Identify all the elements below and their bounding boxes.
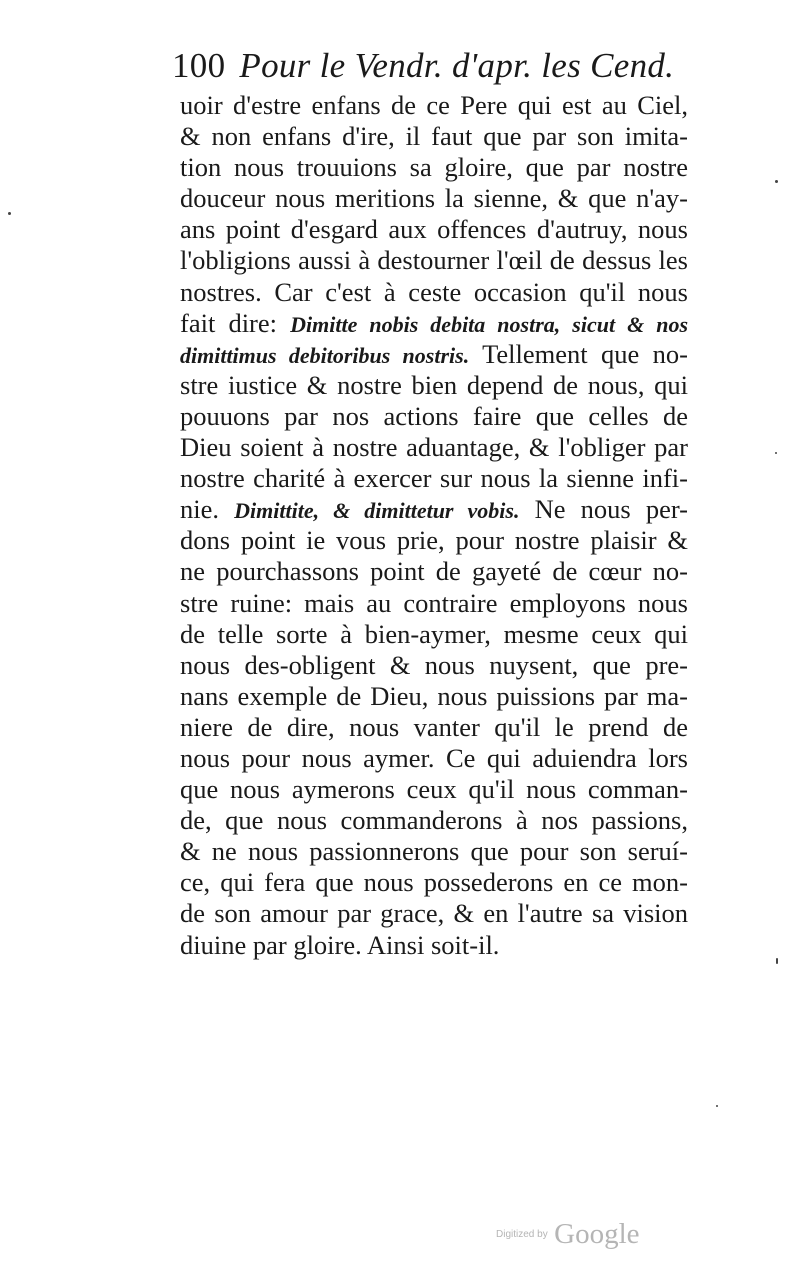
text-line	[180, 805, 688, 836]
running-header	[172, 46, 675, 86]
text-line	[180, 494, 688, 525]
text-line	[180, 867, 688, 898]
text-segment: stre ruine: mais au contraire employons nous	[180, 587, 688, 618]
text-line	[180, 308, 688, 339]
text-line	[180, 588, 688, 619]
text-segment: Dieu soient à nostre aduantage, & l'obliger par	[180, 432, 688, 463]
digitized-by-google-watermark	[496, 1218, 640, 1251]
scan-speck	[775, 180, 778, 183]
text-line	[180, 930, 688, 961]
text-segment: niere de dire, nous vanter qu'il le prend de	[180, 711, 688, 742]
text-segment: ne pourchassons point de gayeté de cœur no-	[180, 556, 688, 587]
text-line	[180, 183, 688, 214]
text-segment: de, que nous commanderons à nos passions,	[180, 805, 688, 836]
text-line	[180, 432, 688, 463]
text-line	[180, 401, 688, 432]
text-segment: nans exemple de Dieu, nous puissions par ma-	[180, 680, 688, 711]
body-text	[180, 90, 688, 961]
scan-speck	[8, 212, 11, 215]
latin-quotation: dimittimus debitoribus nostris.	[180, 342, 470, 368]
text-segment: ans point d'esgard aux offences d'autruy, nous	[180, 214, 688, 245]
text-segment: ce, qui fera que nous possederons en ce mon-	[180, 867, 688, 898]
google-logo: Google	[554, 1218, 640, 1250]
running-title: Pour le Vendr. d'apr. les Cend.	[239, 46, 675, 85]
text-segment: Tellement que no-	[469, 338, 688, 369]
text-line	[180, 743, 688, 774]
text-segment: stre iustice & nostre bien depend de nous, qui	[180, 369, 688, 400]
text-line	[180, 214, 688, 245]
text-segment: nous des-obligent & nous nuysent, que pre-	[180, 649, 688, 680]
text-line	[180, 556, 688, 587]
text-line	[180, 152, 688, 183]
text-segment: pouuons par nos actions faire que celles de	[180, 400, 688, 431]
scan-speck	[776, 958, 778, 964]
text-segment: & non enfans d'ire, il faut que par son imita-	[180, 121, 688, 152]
text-line	[180, 525, 688, 556]
text-line	[180, 90, 688, 121]
text-line	[180, 619, 688, 650]
text-segment: tion nous trouuions sa gloire, que par nostre	[180, 152, 688, 183]
text-segment: nostre charité à exercer sur nous la sienne infi-	[180, 463, 688, 494]
text-segment: que nous aymerons ceux qu'il nous comman-	[180, 774, 688, 805]
text-segment: de son amour par grace, & en l'autre sa vision	[180, 898, 688, 929]
text-segment: de telle sorte à bien-aymer, mesme ceux qui	[180, 618, 688, 649]
text-line	[180, 681, 688, 712]
watermark-prefix: Digitized by	[496, 1229, 548, 1240]
latin-quotation: Dimitte nobis debita nostra, sicut & nos	[290, 311, 689, 337]
text-line	[180, 898, 688, 929]
text-line	[180, 463, 688, 494]
text-line	[180, 245, 688, 276]
text-line	[180, 712, 688, 743]
text-segment: nie.	[180, 494, 235, 525]
scan-speck	[716, 1105, 718, 1107]
text-line	[180, 121, 688, 152]
text-segment: Ne nous per-	[519, 494, 689, 525]
latin-quotation: Dimittite, & dimittetur vobis.	[234, 498, 520, 524]
text-line	[180, 774, 688, 805]
text-line	[180, 836, 688, 867]
text-segment: uoir d'estre enfans de ce Pere qui est au Ciel,	[180, 90, 688, 120]
text-segment: nous pour nous aymer. Ce qui aduiendra lors	[180, 742, 688, 773]
text-segment: diuine par gloire. Ainsi soit-il.	[180, 929, 500, 960]
text-segment: nostres. Car c'est à ceste occasion qu'il nous	[180, 276, 688, 307]
page-number: 100	[172, 46, 226, 85]
text-line	[180, 370, 688, 401]
text-segment: & ne nous passionnerons que pour son seruí-	[180, 836, 688, 867]
scan-speck	[775, 452, 777, 454]
text-segment: dons point ie vous prie, pour nostre plaisir &	[180, 525, 688, 556]
text-segment: fait dire:	[180, 307, 291, 338]
text-line	[180, 277, 688, 308]
text-line	[180, 339, 688, 370]
text-line	[180, 650, 688, 681]
text-segment: douceur nous meritions la sienne, & que n'ay-	[180, 183, 688, 214]
text-segment: l'obligions aussi à destourner l'œil de dessus les	[180, 245, 688, 276]
